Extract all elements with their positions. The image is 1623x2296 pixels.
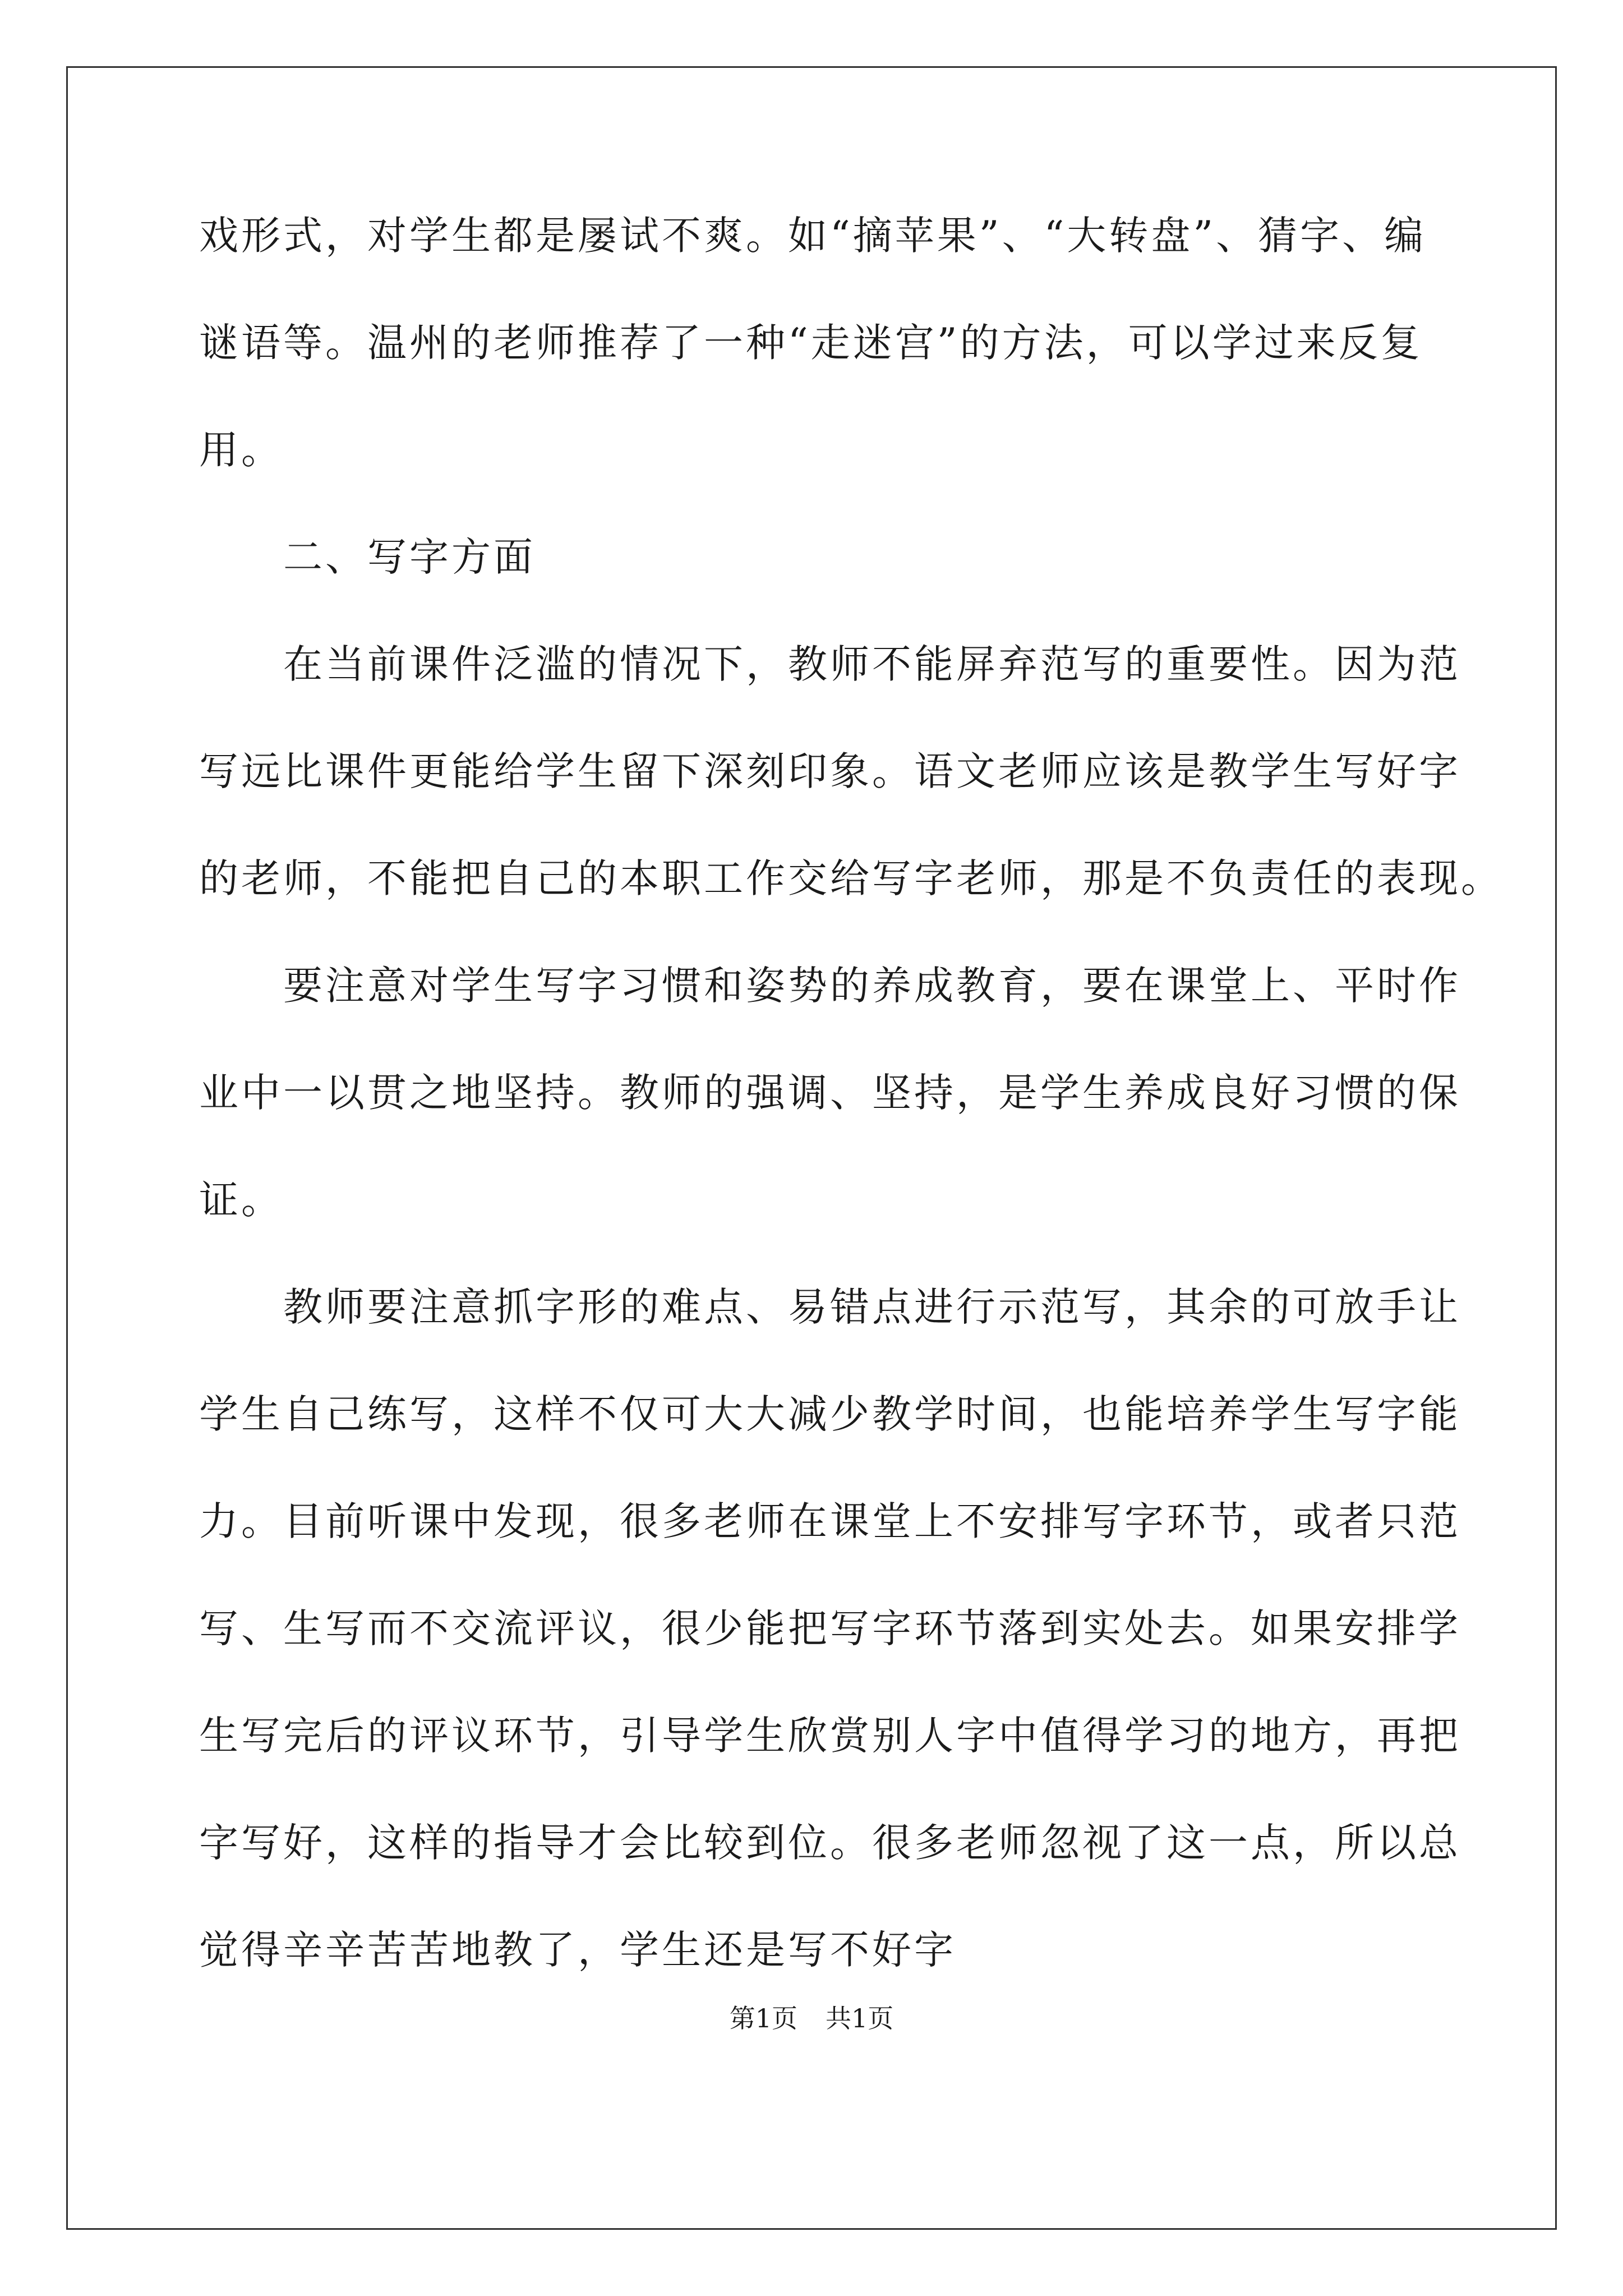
text-line: 写远比课件更能给学生留下深刻印象。语文老师应该是教学生写好字 — [199, 748, 1461, 794]
text-line: 学生自己练写，这样不仅可大大减少教学时间，也能培养学生写字能 — [199, 1391, 1461, 1437]
text-line: 用。 — [199, 427, 283, 473]
section-heading: 二、写字方面 — [199, 534, 536, 580]
page-border — [66, 66, 1557, 2230]
text-line: 力。目前听课中发现，很多老师在课堂上不安排写字环节，或者只范 — [199, 1498, 1461, 1544]
text-line: 要注意对学生写字习惯和姿势的养成教育，要在课堂上、平时作 — [199, 963, 1461, 1009]
text-line: 戏形式，对学生都是屡试不爽。如“摘苹果”、“大转盘”、猜字、编 — [199, 213, 1427, 259]
text-line: 证。 — [199, 1177, 283, 1223]
text-line: 写、生写而不交流评议，很少能把写字环节落到实处去。如果安排学 — [199, 1605, 1461, 1651]
text-line: 教师要注意抓字形的难点、易错点进行示范写，其余的可放手让 — [199, 1284, 1461, 1330]
page-footer — [0, 2005, 1623, 2031]
text-line: 谜语等。温州的老师推荐了一种“走迷宫”的方法，可以学过来反复 — [199, 320, 1423, 366]
page-total: 共1页 — [826, 2003, 894, 2033]
text-line: 的老师，不能把自己的本职工作交给写字老师，那是不负责任的表现。 — [199, 855, 1503, 901]
text-line: 觉得辛辛苦苦地教了，学生还是写不好字 — [199, 1927, 956, 1973]
text-line: 业中一以贯之地坚持。教师的强调、坚持，是学生养成良好习惯的保 — [199, 1070, 1461, 1116]
text-line: 生写完后的评议环节，引导学生欣赏别人字中值得学习的地方，再把 — [199, 1713, 1461, 1759]
text-line: 在当前课件泛滥的情况下，教师不能屏弃范写的重要性。因为范 — [199, 641, 1461, 687]
page-number: 第1页 — [729, 2003, 797, 2033]
text-line: 字写好，这样的指导才会比较到位。很多老师忽视了这一点，所以总 — [199, 1820, 1461, 1866]
